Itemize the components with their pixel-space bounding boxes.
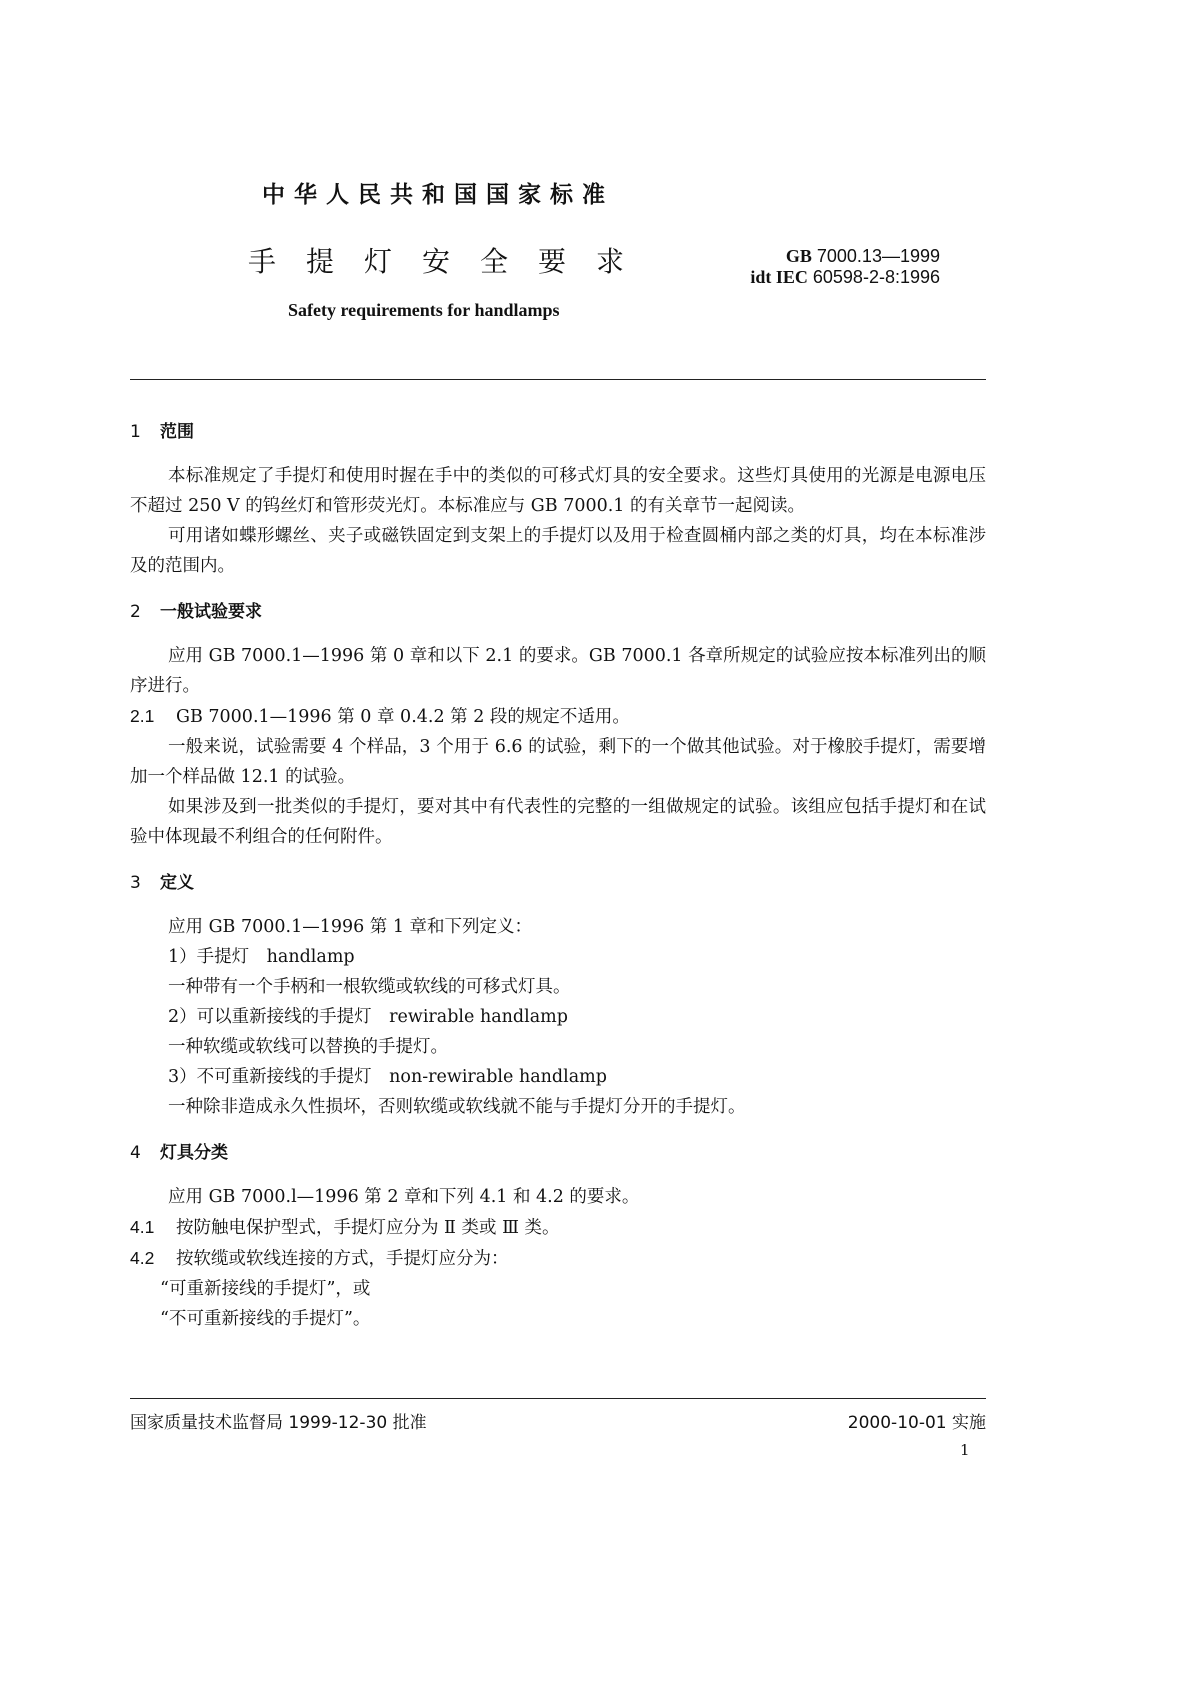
definition-text: 一种带有一个手柄和一根软缆或软线的可移式灯具。	[168, 977, 571, 997]
section-heading: 1 范围	[130, 422, 194, 442]
clause: 2.1 GB 7000.1—1996 第 0 章 0.4.2 第 2 段的规定不适用。	[130, 706, 630, 727]
classification-option: “可重新接线的手提灯”，或	[160, 1279, 371, 1299]
definition-term: 3）不可重新接线的手提灯 non-rewirable handlamp	[168, 1067, 607, 1087]
issuing-body: 中华人民共和国国家标准	[262, 182, 614, 208]
footer	[130, 1408, 986, 1433]
definition-term: 2）可以重新接线的手提灯 rewirable handlamp	[168, 1007, 568, 1027]
clause: 4.2 按软缆或软线连接的方式，手提灯应分为：	[130, 1248, 509, 1269]
paragraph: 一般来说，试验需要 4 个样品，3 个用于 6.6 的试验，剩下的一个做其他试验。对于橡胶手提灯，需要增加一个样品做 12.1 的试验。	[130, 737, 986, 787]
paragraph: 应用 GB 7000.1—1996 第 0 章和以下 2.1 的要求。GB 7000.1 各章所规定的试验应按本标准列出的顺序进行。	[130, 646, 986, 696]
paragraph: 可用诸如蝶形螺丝、夹子或磁铁固定到支架上的手提灯以及用于检查圆桶内部之类的灯具，均在本标准涉及的范围内。	[130, 526, 986, 576]
definition-text: 一种除非造成永久性损坏，否则软缆或软线就不能与手提灯分开的手提灯。	[168, 1097, 746, 1117]
section-heading: 4 灯具分类	[130, 1143, 228, 1163]
section-heading: 3 定义	[130, 873, 194, 893]
effective-date: 2000-10-01 实施	[847, 1413, 986, 1433]
header-divider	[130, 379, 986, 380]
definition-text: 一种软缆或软线可以替换的手提灯。	[168, 1037, 448, 1057]
paragraph: 本标准规定了手提灯和使用时握在手中的类似的可移式灯具的安全要求。这些灯具使用的光源是电源电压不超过 250 V 的钨丝灯和管形荧光灯。本标准应与 GB 7000.1 的有关章节一起阅读。	[130, 466, 986, 516]
paragraph: 应用 GB 7000.1—1996 第 1 章和下列定义：	[168, 917, 533, 937]
standard-number: GB 7000.13—1999 idt IEC 60598-2-8:1996	[750, 246, 940, 287]
page-number: 1	[960, 1441, 970, 1459]
paragraph: 应用 GB 7000.l—1996 第 2 章和下列 4.1 和 4.2 的要求。	[168, 1187, 640, 1207]
classification-option: “不可重新接线的手提灯”。	[160, 1309, 371, 1329]
approval-date: 国家质量技术监督局 1999-12-30 批准	[130, 1413, 427, 1433]
paragraph: 如果涉及到一批类似的手提灯，要对其中有代表性的完整的一组做规定的试验。该组应包括手提灯和在试验中体现最不利组合的任何附件。	[130, 797, 986, 847]
section-heading: 2 一般试验要求	[130, 602, 262, 622]
document-title: 手提灯安全要求	[248, 245, 655, 278]
definition-term: 1）手提灯 handlamp	[168, 947, 355, 967]
footer-divider	[130, 1398, 986, 1399]
clause: 4.1 按防触电保护型式，手提灯应分为 Ⅱ 类或 Ⅲ 类。	[130, 1217, 560, 1238]
document-body	[130, 417, 986, 1334]
english-title: Safety requirements for handlamps	[288, 300, 560, 320]
